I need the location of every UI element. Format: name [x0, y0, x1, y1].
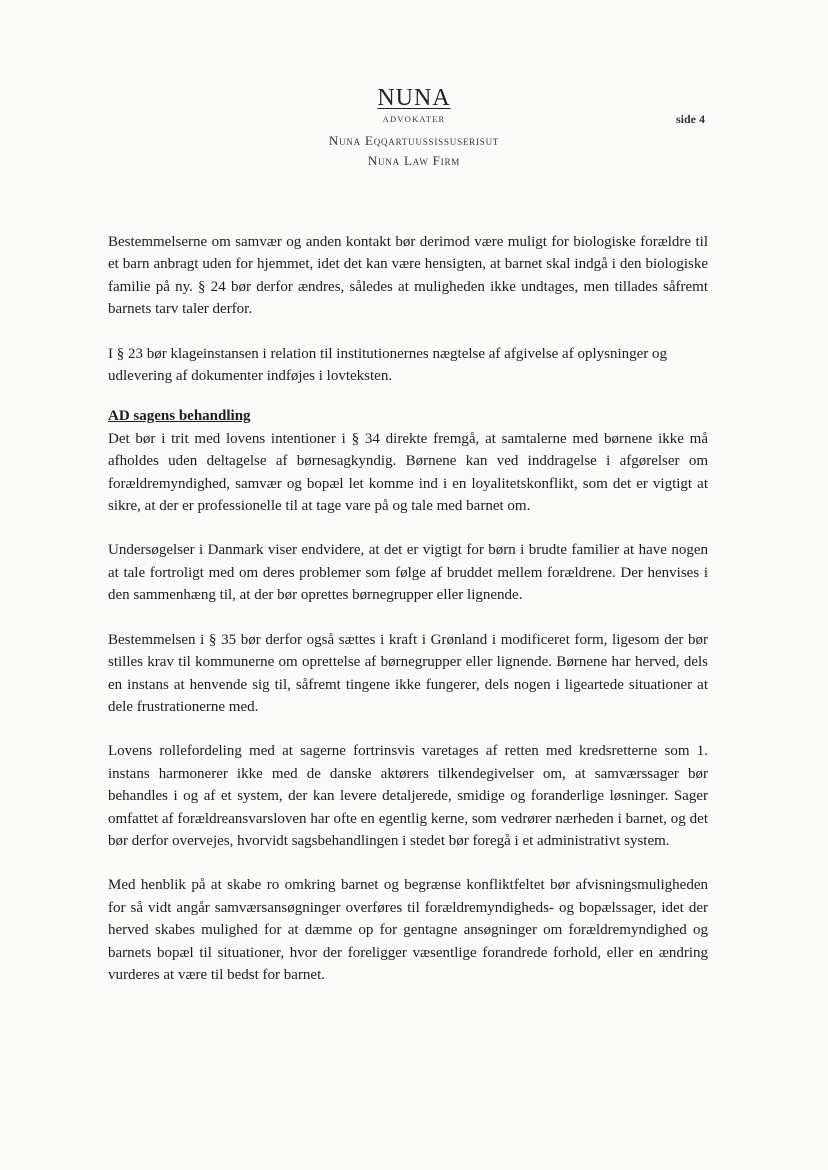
firm-logo-subtitle: ADVOKATER	[382, 114, 446, 124]
paragraph-samvaer: Bestemmelserne om samvær og anden kontakt bør derimod være muligt for biologiske forældre til et barn anbragt uden for hjemmet, idet det kan være hensigten, at barnet skal indgå i den biologiske familie på ny. § 24 bør derfor ændres, således at muligheden ikke undtages, men tillades såfremt barnets tarv taler derfor.	[108, 234, 708, 318]
firm-name-greenlandic: Nuna Eqqartuussissuserisut	[328, 133, 500, 148]
paragraph-afvisningsmulighed: Med henblik på at skabe ro omkring barnet og begrænse konfliktfeltet bør afvisningsmuligheden for så vidt angår samværsansøgninger overføres til forældremyndigheds- og bopælssager, idet der herved skabes mulighed for at dæmme op for gentagne ansøgninger om forældremyndighed og barnets bopæl til situationer, hvor der foreligger væsentlige forandrede forhold, eller en ændring vurderes at være til bedst for barnet.	[108, 877, 708, 983]
document-body	[108, 231, 708, 1008]
firm-name-english: Nuna Law Firm	[367, 153, 461, 168]
section-heading: AD sagens behandling	[108, 408, 251, 425]
page-number: side 4	[676, 112, 706, 126]
paragraph-undersoegelser: Undersøgelser i Danmark viser endvidere, at det er vigtigt for børn i brudte familier at have nogen at tale fortroligt med om deres problemer som følge af bruddet mellem forældrene. Der henvises i den sammenhæng til, at der bør oprettes børnegrupper eller lignende.	[108, 542, 708, 604]
firm-logo-name: NUNA	[377, 85, 451, 111]
paragraph-samtaler: Det bør i trit med lovens intentioner i § 34 direkte fremgå, at samtalerne med børnene ikke må afholdes uden deltagelse af børnesagkyndig. Børnene kan ved inddragelse i afgørelser om forældremyndighed, samvær og bopæl let komme ind i en loyalitetskonflikt, som det er vigtigt at sikre, at der er professionelle til at tage vare på og tale med barnet om.	[108, 430, 708, 515]
letterhead	[0, 86, 828, 171]
paragraph-rollefordeling: Lovens rollefordeling med at sagerne fortrinsvis varetages af retten med kredsretterne som 1. instans harmonerer ikke med de danske aktørers tilkendegivelser om, at samværssager bør behandles i og af et system, der kan levere detaljerede, smidige og foranderlige løsninger. Sager omfattet af forældreansvarsloven har ofte en egentlig kerne, som vedrører nærheden i barnet, og det bør derfor overvejes, hvorvidt sagsbehandlingen i stedet bør foregå i et administrativt system.	[108, 743, 708, 849]
paragraph-klageinstans: I § 23 bør klageinstansen i relation til institutionernes nægtelse af afgivelse af oplysninger og udlevering af dokumenter indføjes i lovteksten.	[108, 345, 668, 385]
paragraph-paragraf-35: Bestemmelsen i § 35 bør derfor også sættes i kraft i Grønland i modificeret form, ligesom der bør stilles krav til kommunerne om oprettelse af børnegrupper eller lignende. Børnene har herved, dels en instans at henvende sig til, såfremt tingene ikke fungerer, dels nogen i ligeartede situationer at dele frustrationerne med.	[108, 631, 708, 715]
